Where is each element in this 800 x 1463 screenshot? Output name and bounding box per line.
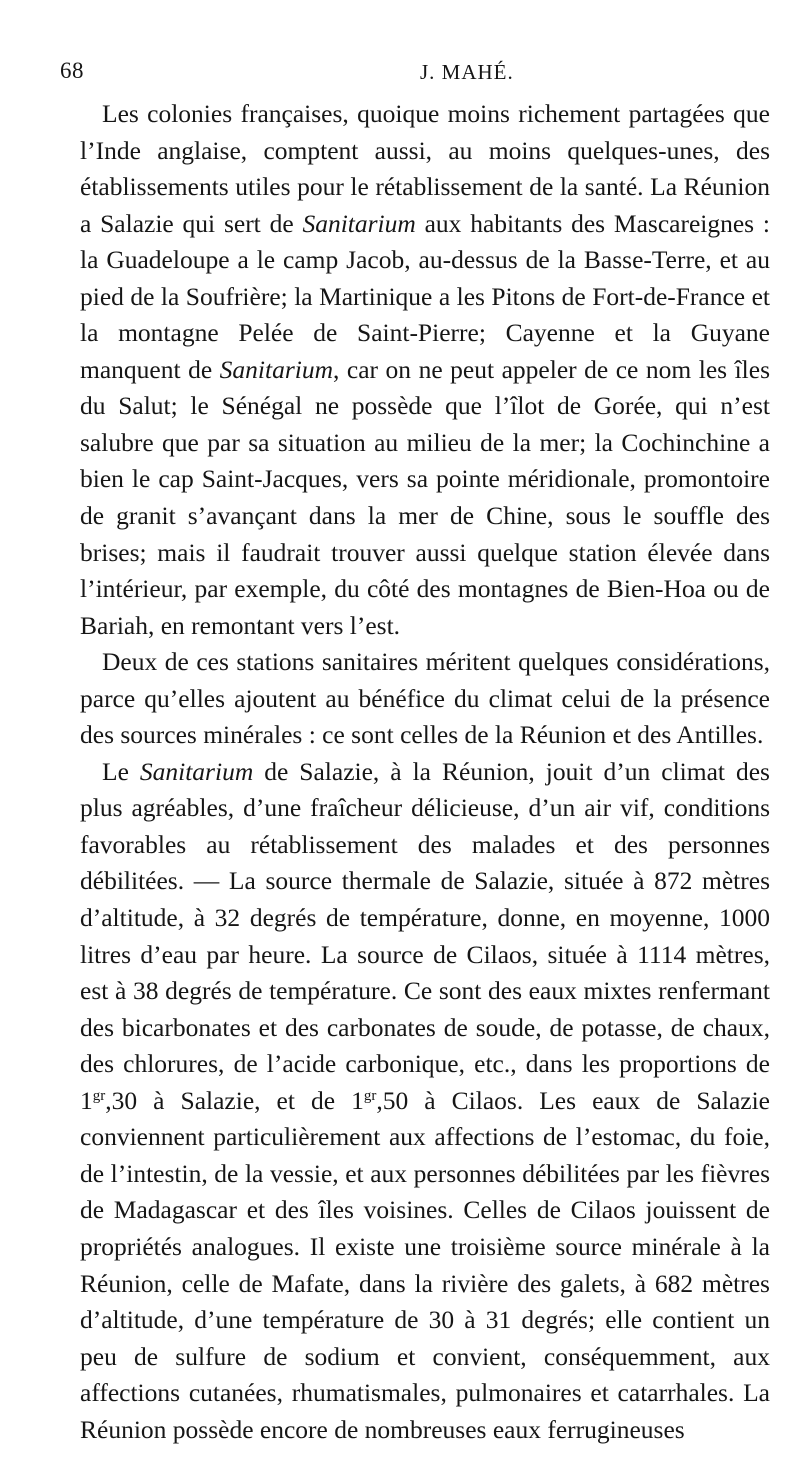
body-text — [80, 96, 770, 1448]
unit-superscript: gr — [363, 1087, 377, 1104]
running-head — [60, 58, 740, 94]
paragraph-stations-sanitaires — [80, 644, 770, 754]
italic-term: Sanitarium — [219, 354, 334, 384]
unit-superscript: gr — [92, 1087, 106, 1104]
text-run: Les colonies françaises, quoique moins richement partagées que l’Inde anglaise, comptent aussi, au moins quelques-unes, des établissements utiles pour le rétablissement de la santé. La Réunion a Salazie qui sert de — [80, 99, 770, 238]
text-run: aux habitants des Mascareignes : la Guadeloupe a le camp Jacob, au-dessus de la Basse-Terre, et au pied de la Soufrière; la Martinique a les Pitons de Fort-de-France et la montagne Pelée de Saint-Pierre; Cayenne et la Guyane manquent de — [80, 208, 770, 384]
text-run: Deux de ces stations sanitaires méritent quelques considérations, parce qu’elles ajoutent au bénéfice du climat celui de la présence des sources minérales : ce sont celles de la Réunion et des Antilles. — [80, 647, 770, 750]
italic-term: Sanitarium — [139, 756, 254, 786]
paragraph-salazie — [80, 754, 770, 1448]
text-run: ,30 à Salazie, et de 1 — [105, 1085, 364, 1115]
text-run: de Salazie, à la Réunion, jouit d’un climat des plus agréables, d’une fraîcheur délicieuse, d’un air vif, conditions favorables au rétablissement des malades et des personnes débilitées. — La source thermale de Salazie, située à 872 mètres d’altitude, à 32 degrés de température, donne, en moyenne, 1000 litres d’eau par heure. La source de Cilaos, située à 1114 mètres, est à 38 degrés de température. Ce sont des eaux mixtes renfermant des bicarbonates et des carbonates de soude, de potasse, de chaux, des chlorures, de l’acide carbonique, etc., dans les proportions de 1 — [80, 756, 770, 1115]
paragraph-colonies — [80, 96, 770, 644]
text-run: , car on ne peut appeler de ce nom les îles du Salut; le Sénégal ne possède que l’îlot de Gorée, qui n’est salubre que par sa situation au milieu de la mer; la Cochinchine a bien le cap Saint-Jacques, vers sa pointe méridionale, promontoire de granit s’avançant dans la mer de Chine, sous le souffle des brises; mais il faudrait trouver aussi quelque station élevée dans l’intérieur, par exemple, du côté des montagnes de Bien-Hoa ou de Bariah, en remontant vers l’est. — [80, 354, 771, 640]
italic-term: Sanitarium — [302, 208, 416, 238]
page-number: 68 — [60, 58, 84, 83]
text-run: ,50 à Cilaos. Les eaux de Salazie conviennent particulièrement aux affections de l’estomac, du foie, de l’intestin, de la vessie, et aux personnes débilitées par les fièvres de Madagascar et des îles voisines. Celles de Cilaos jouissent de propriétés analogues. Il existe une troisième source minérale à la Réunion, celle de Mafate, dans la rivière des galets, à 682 mètres d’altitude, d’une température de 30 à 31 degrés; elle contient un peu de sulfure de sodium et convient, conséquemment, aux affections cutanées, rhumatismales, pulmonaires et catarrhales. La Réunion possède encore de nombreuses eaux ferrugineuses — [80, 1085, 770, 1444]
text-run: Le — [102, 756, 140, 786]
running-head-author: J. MAHÉ. — [420, 60, 514, 84]
